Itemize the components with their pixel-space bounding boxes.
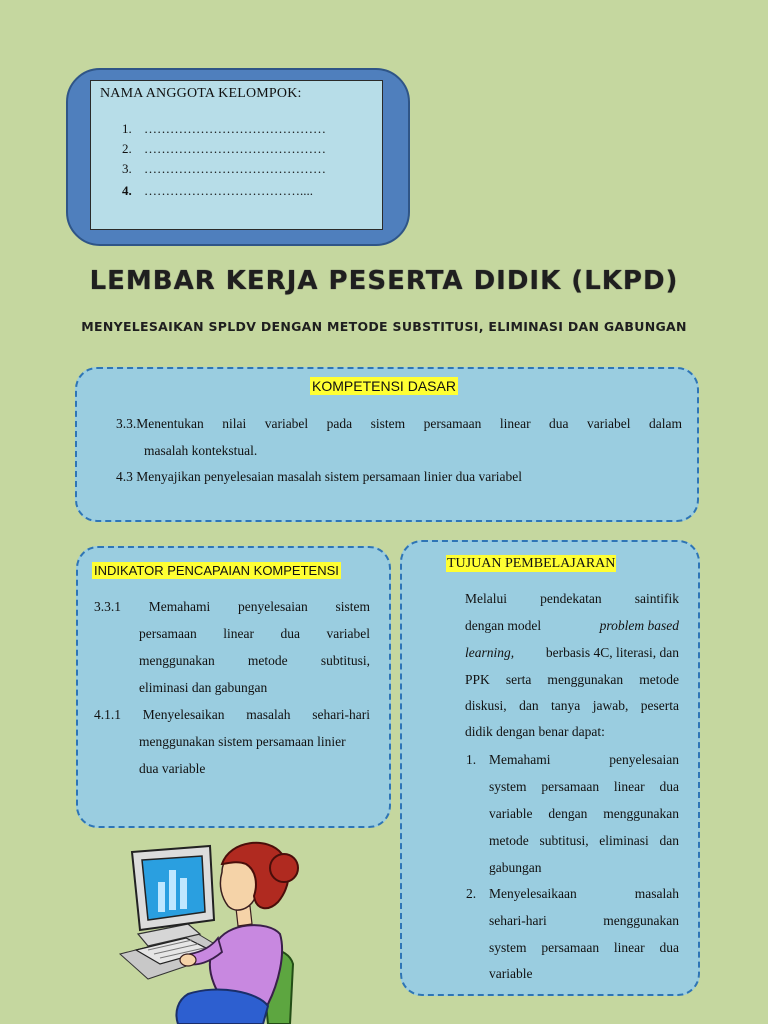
group-members-title: NAMA ANGGOTA KELOMPOK: (100, 86, 302, 101)
tujuan-intro-line-5: diskusi, dan tanya jawab, peserta (465, 698, 679, 713)
tujuan-item-2-line-3: system persamaan linear dua (489, 940, 679, 955)
tujuan-item-1-line-2: system persamaan linear dua (489, 779, 679, 794)
member-line-3[interactable]: 3. …………………………………… (122, 161, 326, 176)
kd-item-1-line-1: 3.3.Menentukan nilai variabel pada sistem persamaan linear dua variabel dalam (116, 416, 682, 431)
member-line-2[interactable]: 2. …………………………………… (122, 141, 326, 156)
tujuan-item-1-line-5: gabungan (489, 860, 542, 875)
tujuan-item-1-line-1: Memahami penyelesaian (489, 752, 679, 767)
page-title: LEMBAR KERJA PESERTA DIDIK (LKPD) (89, 266, 679, 296)
tujuan-item-2-line-4: variable (489, 966, 533, 981)
indikator-line-2: persamaan linear dua variabel (139, 626, 370, 641)
tujuan-intro-line-3: learning, berbasis 4C, literasi, dan (465, 645, 679, 660)
member-line-1[interactable]: 1. …………………………………… (122, 121, 326, 136)
kompetensi-dasar-heading: KOMPETENSI DASAR (312, 378, 456, 394)
tujuan-heading: TUJUAN PEMBELAJARAN (447, 556, 616, 571)
tujuan-item-1-line-3: variable dengan menggunakan (489, 806, 679, 821)
tujuan-intro-line-6: didik dengan benar dapat: (465, 724, 605, 739)
kd-item-1-line-2: masalah kontekstual. (144, 443, 258, 458)
tujuan-item-2-line-2: sehari-hari menggunakan (489, 913, 679, 928)
tujuan-item-2-line-1: Menyelesaikaan masalah (489, 886, 679, 901)
tujuan-item-1-number: 1. (466, 752, 477, 767)
tujuan-intro-line-2: dengan model problem based (465, 618, 679, 633)
kd-item-2: 4.3 Menyajikan penyelesaian masalah sistem persamaan linier dua variabel (116, 469, 522, 484)
tujuan-item-1-line-4: metode subtitusi, eliminasi dan (489, 833, 679, 848)
page-subtitle: MENYELESAIKAN SPLDV DENGAN METODE SUBSTITUSI, ELIMINASI DAN GABUNGAN (81, 319, 687, 334)
indikator-line-4: eliminasi dan gabungan (139, 680, 268, 695)
tujuan-intro-line-1: Melalui pendekatan saintifik (465, 591, 679, 606)
indikator-line-5: 4.1.1 Menyelesaikan masalah sehari-hari (94, 707, 370, 722)
student-computer-illustration (118, 834, 303, 1024)
indikator-heading: INDIKATOR PENCAPAIAN KOMPETENSI (94, 563, 339, 578)
indikator-line-6: menggunakan sistem persamaan linier (139, 734, 346, 749)
indikator-line-1: 3.3.1 Memahami penyelesaian sistem (94, 599, 370, 614)
tujuan-intro-line-4: PPK serta menggunakan metode (465, 672, 679, 687)
indikator-line-3: menggunakan metode subtitusi, (139, 653, 370, 668)
indikator-line-7: dua variable (139, 761, 206, 776)
tujuan-item-2-number: 2. (466, 886, 477, 901)
member-line-4[interactable]: 4. ……………………………….... (122, 183, 313, 198)
